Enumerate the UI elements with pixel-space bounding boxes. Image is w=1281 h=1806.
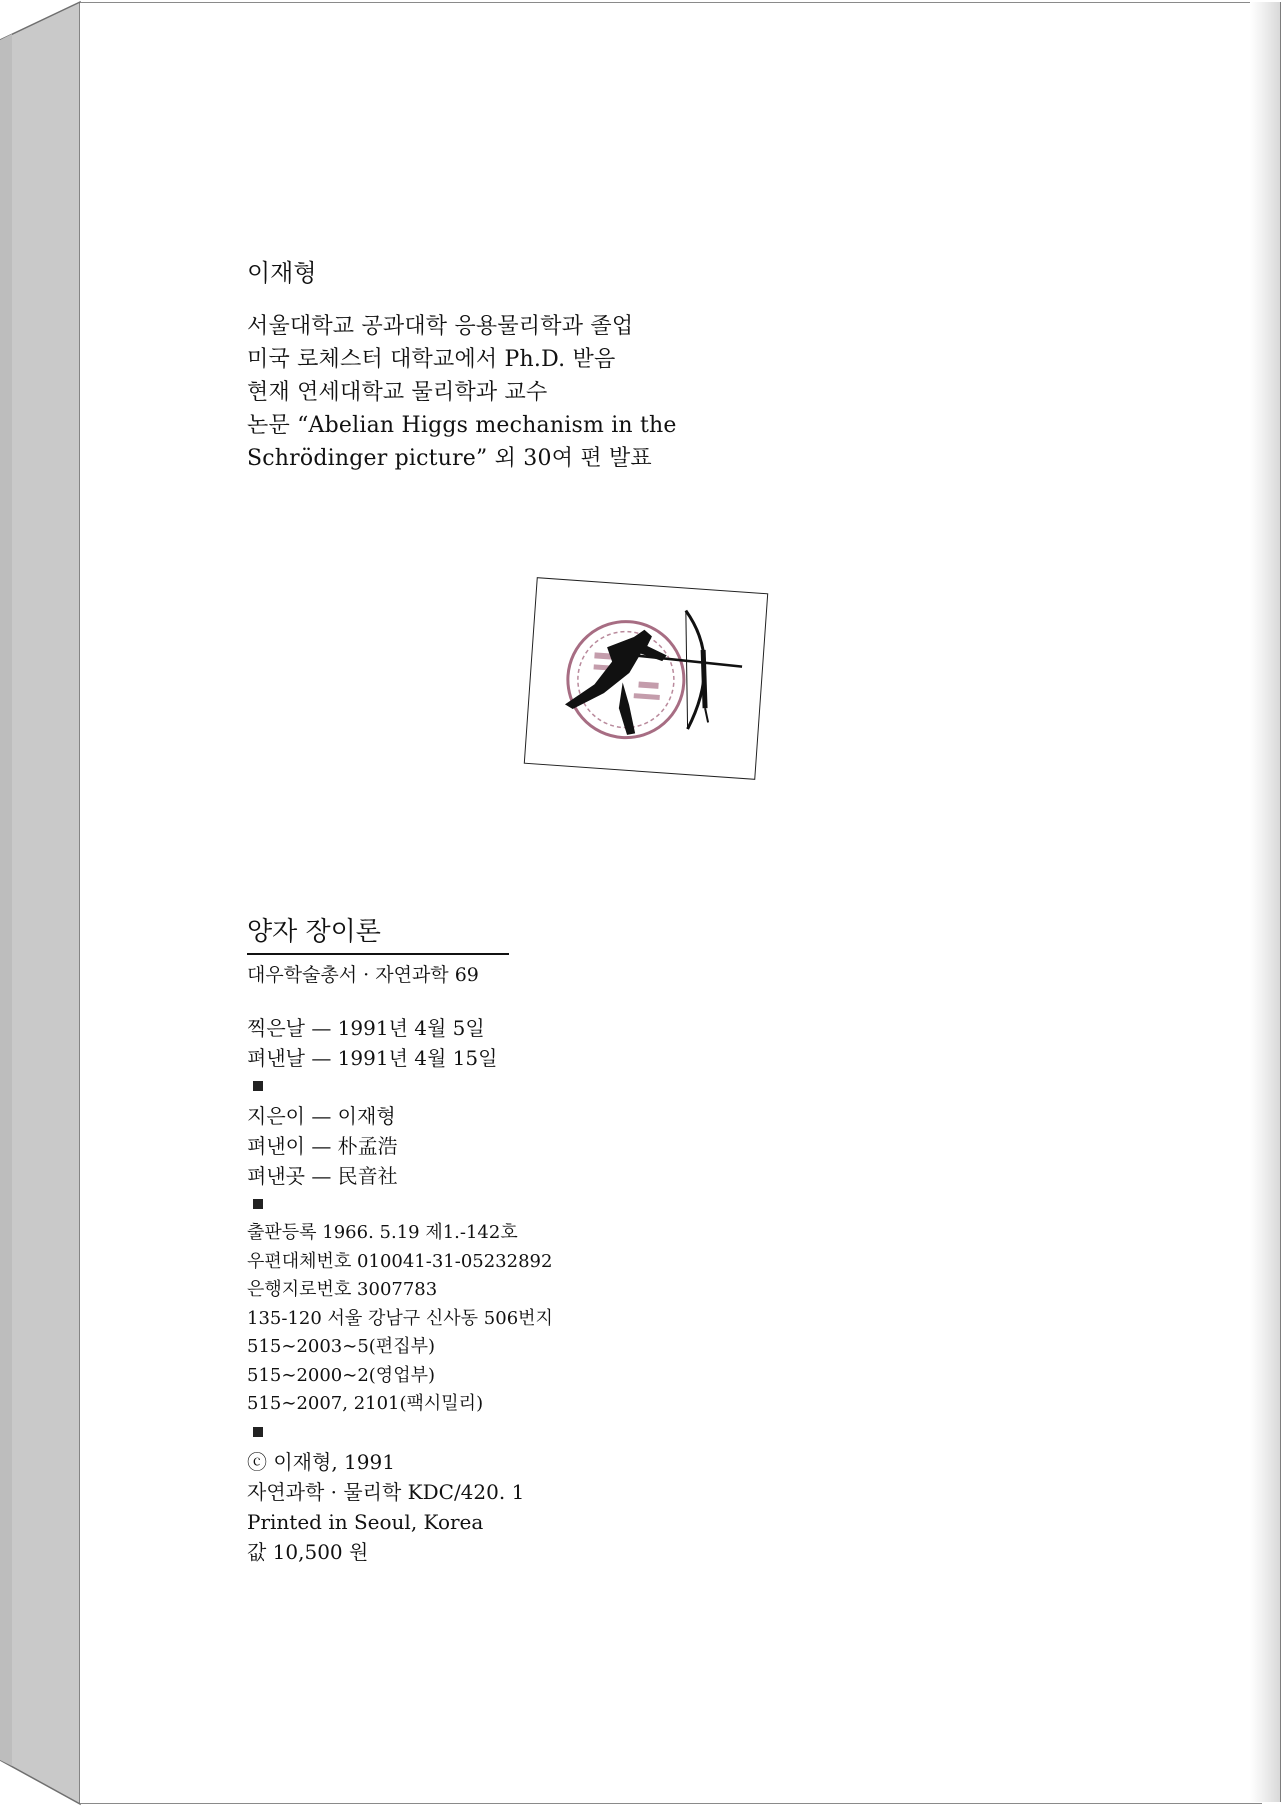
series-line: 대우학술총서 · 자연과학 69 <box>247 964 479 986</box>
author-credit: 지은이 — 이재형 <box>247 1104 396 1128</box>
archer-logo-icon <box>525 578 767 779</box>
postal-account: 우편대체번호 010041-31-05232892 <box>247 1250 553 1272</box>
bio-line: 서울대학교 공과대학 응용물리학과 졸업 <box>247 314 634 339</box>
price-line: 값 10,500 원 <box>247 1539 369 1564</box>
bullet-marker <box>253 1081 263 1091</box>
publisher-logo <box>524 577 768 780</box>
publish-date: 펴낸날 — 1991년 4월 15일 <box>247 1046 498 1070</box>
author-name: 이재형 <box>247 259 317 287</box>
bio-line: 현재 연세대학교 물리학과 교수 <box>247 380 548 405</box>
bullet-marker <box>253 1199 263 1209</box>
page-edge <box>1250 2 1281 1802</box>
classification-line: 자연과학 · 물리학 KDC/420. 1 <box>247 1479 525 1504</box>
colophon <box>247 915 553 1567</box>
bio-line: 미국 로체스터 대학교에서 Ph.D. 받음 <box>247 347 616 372</box>
copyright-line: ⓒ 이재형, 1991 <box>247 1449 395 1474</box>
print-date: 찍은날 — 1991년 4월 5일 <box>247 1016 485 1040</box>
phone-editorial: 515∼2003∼5(편집부) <box>247 1336 435 1357</box>
fax-line: 515∼2007, 2101(팩시밀리) <box>247 1393 484 1414</box>
publisher-credit: 펴낸이 — 朴孟浩 <box>247 1134 398 1158</box>
publishing-house: 펴낸곳 — 民音社 <box>247 1164 398 1188</box>
printed-in-line: Printed in Seoul, Korea <box>247 1509 484 1534</box>
bullet-marker <box>253 1427 263 1437</box>
author-block <box>247 258 677 475</box>
book-spine <box>0 0 90 1806</box>
bio-line: 논문 “Abelian Higgs mechanism in the <box>247 413 677 438</box>
bio-line: Schrödinger picture” 외 30여 편 발표 <box>247 446 652 471</box>
book-title: 양자 장이론 <box>247 915 509 955</box>
phone-sales: 515∼2000∼2(영업부) <box>247 1364 435 1386</box>
address-line: 135-120 서울 강남구 신사동 506번지 <box>247 1307 553 1329</box>
bank-giro: 은행지로번호 3007783 <box>247 1279 438 1300</box>
registration-line: 출판등록 1966. 5.19 제1.-142호 <box>247 1222 518 1243</box>
